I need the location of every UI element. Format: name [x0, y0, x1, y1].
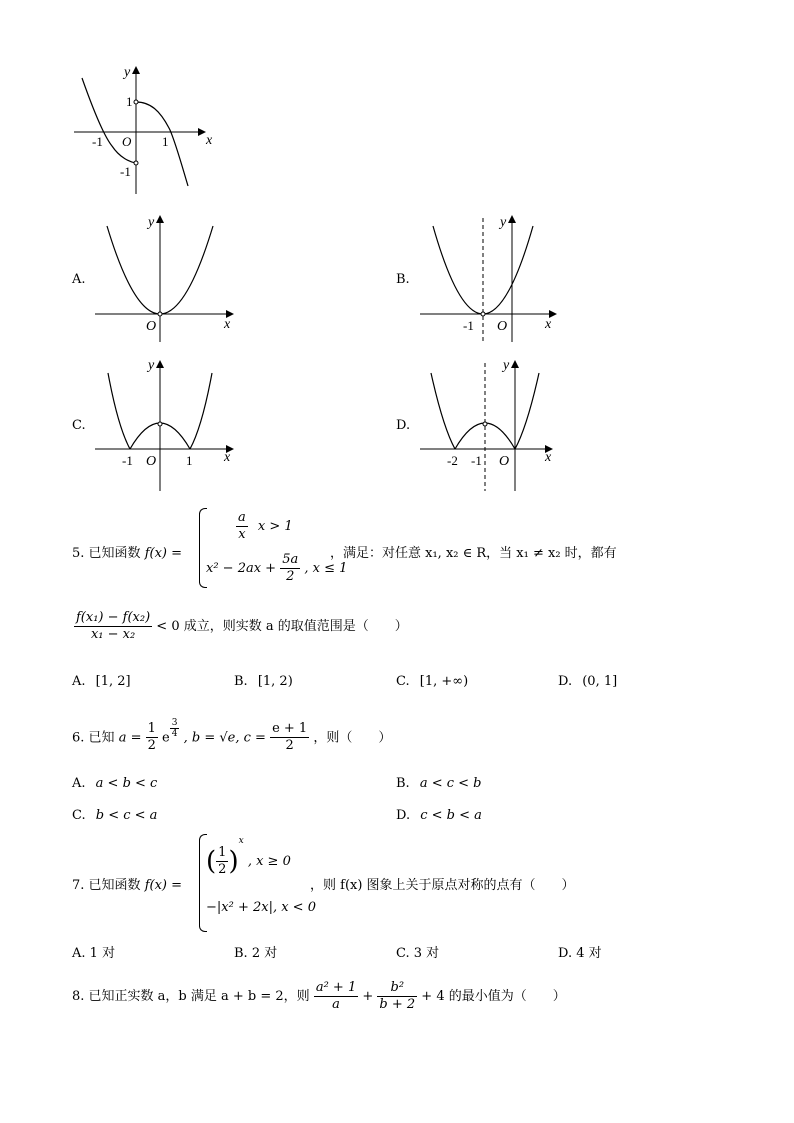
q5-stem-suffix: ，满足：对任意 x₁, x₂ ∈ R，当 x₁ ≠ x₂ 时，都有	[330, 546, 617, 561]
origin-label: O	[497, 319, 508, 334]
q8-plus: +	[362, 989, 374, 1004]
q7-number: 7.	[72, 878, 85, 893]
q6-number: 6.	[72, 730, 85, 746]
y-axis-label: y	[124, 65, 131, 80]
option-b-graph-label: B.	[396, 272, 410, 287]
y-axis-arrow	[156, 215, 164, 223]
q5-case2-fraction	[280, 552, 300, 585]
q7-stem-prefix: 已知函数	[88, 878, 141, 893]
q6-option-b-value: a < c < b	[419, 776, 482, 791]
left-curve	[108, 373, 130, 449]
open-point-top	[134, 100, 138, 104]
q5-stem-start	[72, 542, 182, 561]
q7-case1-num: 1	[218, 845, 227, 860]
right-curve	[515, 373, 539, 449]
tick-label-neg1: -1	[471, 453, 482, 468]
q6-prefix: 已知	[88, 730, 115, 746]
open-point-top	[158, 422, 162, 426]
q8-suffix: + 4 的最小值为（ ）	[421, 989, 566, 1004]
q8-number: 8.	[72, 989, 85, 1004]
q5-number: 5.	[72, 546, 85, 561]
q5-case2	[206, 552, 347, 585]
q7-option-d-label: D.	[558, 946, 573, 961]
y-axis-arrow	[511, 360, 519, 368]
tick-label-pos1: 1	[186, 453, 193, 468]
origin-label: O	[122, 134, 132, 149]
q8-f2-num: b²	[377, 980, 417, 997]
q5-case1-num: a	[238, 510, 246, 525]
option-a-graph-label: A.	[72, 272, 86, 287]
option-a-graph	[90, 210, 240, 345]
q7-case1-exp: x	[238, 836, 244, 846]
q8-stem	[72, 980, 566, 1013]
origin-label: O	[146, 454, 157, 469]
q5-case2-den: 2	[286, 569, 295, 584]
q6-a-base: e	[162, 730, 170, 746]
left-curve	[431, 373, 455, 449]
q6-a-num: 1	[147, 721, 156, 737]
option-d-graph-label: D.	[396, 418, 411, 433]
q5-option-d[interactable]	[558, 674, 617, 689]
q7-case1	[206, 836, 291, 878]
q5-option-a[interactable]	[72, 674, 131, 689]
y-axis-arrow	[508, 215, 516, 223]
q8-fraction-2	[377, 980, 417, 1013]
q5-case1	[236, 510, 293, 543]
q6-c-fraction	[270, 721, 309, 754]
q6-option-a-value: a < b < c	[95, 776, 158, 791]
main-function-graph	[60, 62, 220, 202]
tick-label-y1: 1	[126, 94, 133, 109]
open-point-origin	[158, 312, 162, 316]
q5-option-d-value: (0, 1]	[582, 674, 618, 689]
q5-option-a-label: A.	[72, 674, 86, 689]
q6-c-den: 2	[285, 738, 294, 754]
q6-a-exp-den: 4	[171, 729, 178, 739]
q6-option-d-label: D.	[396, 808, 411, 823]
q7-option-c-label: C.	[396, 946, 410, 961]
q6-option-d-value: c < b < a	[420, 808, 482, 823]
q5-case2-pre: x² − 2ax +	[206, 561, 277, 576]
tick-label-neg1: -1	[92, 134, 103, 149]
q5-option-b-value: [1, 2)	[257, 674, 293, 689]
q6-option-c[interactable]	[72, 808, 157, 823]
y-axis-arrow	[132, 66, 140, 74]
q7-paren-close: )	[228, 846, 239, 877]
q7-stem-start	[72, 874, 182, 893]
q5-line2-den: x₁ − x₂	[90, 627, 136, 642]
origin-label: O	[499, 454, 510, 469]
q5-option-a-value: [1, 2]	[95, 674, 131, 689]
q6-option-d[interactable]	[396, 808, 482, 823]
q5-case1-cond: x > 1	[257, 519, 293, 534]
q7-option-c-value: 3 对	[413, 946, 440, 961]
tick-label-neg1: -1	[463, 318, 474, 333]
q5-option-c-value: [1, +∞)	[419, 674, 469, 689]
q6-suffix: ，则（ ）	[313, 730, 392, 746]
q8-prefix: 已知正实数 a，b 满足 a + b = 2，则	[88, 989, 310, 1004]
q7-option-a-value: 1 对	[89, 946, 116, 961]
q7-paren-open: (	[206, 846, 217, 877]
right-curve	[190, 373, 212, 449]
q6-c-num: e + 1	[272, 721, 308, 737]
q5-line2-text: < 0 成立，则实数 a 的取值范围是（ ）	[156, 619, 408, 634]
x-axis-label: x	[224, 450, 231, 465]
y-axis-arrow	[156, 360, 164, 368]
q5-stem-prefix: 已知函数	[88, 546, 141, 561]
q7-option-b[interactable]	[234, 942, 277, 961]
q6-a-exp-num: 3	[171, 718, 178, 728]
y-axis-label: y	[503, 358, 510, 373]
tick-label-neg2: -2	[447, 453, 458, 468]
q8-fraction-1	[314, 980, 358, 1013]
tick-label-neg1: -1	[122, 453, 133, 468]
left-branch-curve	[82, 78, 136, 163]
x-axis-label: x	[224, 317, 231, 332]
q5-option-d-label: D.	[558, 674, 573, 689]
option-b-graph	[415, 210, 565, 345]
x-axis-arrow	[198, 128, 206, 136]
option-c-graph	[90, 355, 240, 495]
q5-option-c-label: C.	[396, 674, 410, 689]
q8-f1-num: a² + 1	[315, 980, 357, 995]
q5-case2-cond: , x ≤ 1	[304, 561, 348, 576]
y-axis-label: y	[148, 358, 155, 373]
q5-case2-num: 5a	[282, 552, 299, 567]
q5-line2-fraction	[74, 610, 152, 643]
q7-option-b-label: B.	[234, 946, 248, 961]
tick-label-yneg1: -1	[120, 164, 131, 179]
q7-option-c[interactable]	[396, 942, 439, 961]
q7-case1-den: 2	[218, 862, 227, 877]
q7-option-d[interactable]	[558, 942, 602, 961]
q5-fx: f(x) =	[144, 546, 183, 561]
open-point-vertex	[481, 312, 485, 316]
y-axis-label: y	[500, 215, 507, 230]
q5-option-b[interactable]	[234, 674, 293, 689]
q5-option-b-label: B.	[234, 674, 248, 689]
y-axis-label: y	[148, 215, 155, 230]
q5-line2	[74, 610, 408, 643]
q7-stem-suffix: ，则 f(x) 图象上关于原点对称的点有（ ）	[310, 878, 575, 893]
q8-f1-den: a	[332, 997, 340, 1012]
x-axis-label: x	[545, 450, 552, 465]
q7-case2: −|x² + 2x|, x < 0	[206, 900, 316, 915]
q7-option-b-value: 2 对	[251, 946, 278, 961]
q6-option-a[interactable]	[72, 776, 157, 791]
q8-f2-den: b + 2	[379, 997, 416, 1012]
tick-label-pos1: 1	[162, 134, 169, 149]
q6-b-part: , b = √e, c =	[183, 730, 266, 746]
q5-line2-num: f(x₁) − f(x₂)	[76, 610, 151, 625]
q7-fx: f(x) =	[144, 878, 183, 893]
q6-a-pre: a =	[118, 730, 142, 746]
option-c-graph-label: C.	[72, 418, 86, 433]
q6-a-den: 2	[147, 738, 156, 754]
q7-option-a-label: A.	[72, 946, 86, 961]
q6-stem	[72, 718, 391, 754]
q6-option-a-label: A.	[72, 776, 86, 791]
q5-option-c[interactable]	[396, 674, 468, 689]
origin-label: O	[146, 319, 157, 334]
q7-option-a[interactable]	[72, 942, 115, 961]
q6-option-b-label: B.	[396, 776, 410, 791]
q7-option-d-value: 4 对	[576, 946, 602, 961]
q6-option-c-label: C.	[72, 808, 86, 823]
q6-option-b[interactable]	[396, 776, 482, 791]
q5-case1-fraction	[236, 510, 248, 543]
open-point-top	[483, 422, 487, 426]
q6-option-c-value: b < c < a	[95, 808, 158, 823]
q5-case1-den: x	[238, 527, 246, 542]
q7-case1-fraction	[216, 845, 228, 878]
option-d-graph	[415, 355, 565, 495]
q7-case1-cond: , x ≥ 0	[247, 854, 291, 869]
open-point-bottom	[134, 161, 138, 165]
x-axis-label: x	[206, 133, 213, 148]
q6-a-fraction	[146, 721, 158, 754]
x-axis-label: x	[545, 317, 552, 332]
q6-a-exponent	[170, 718, 180, 739]
